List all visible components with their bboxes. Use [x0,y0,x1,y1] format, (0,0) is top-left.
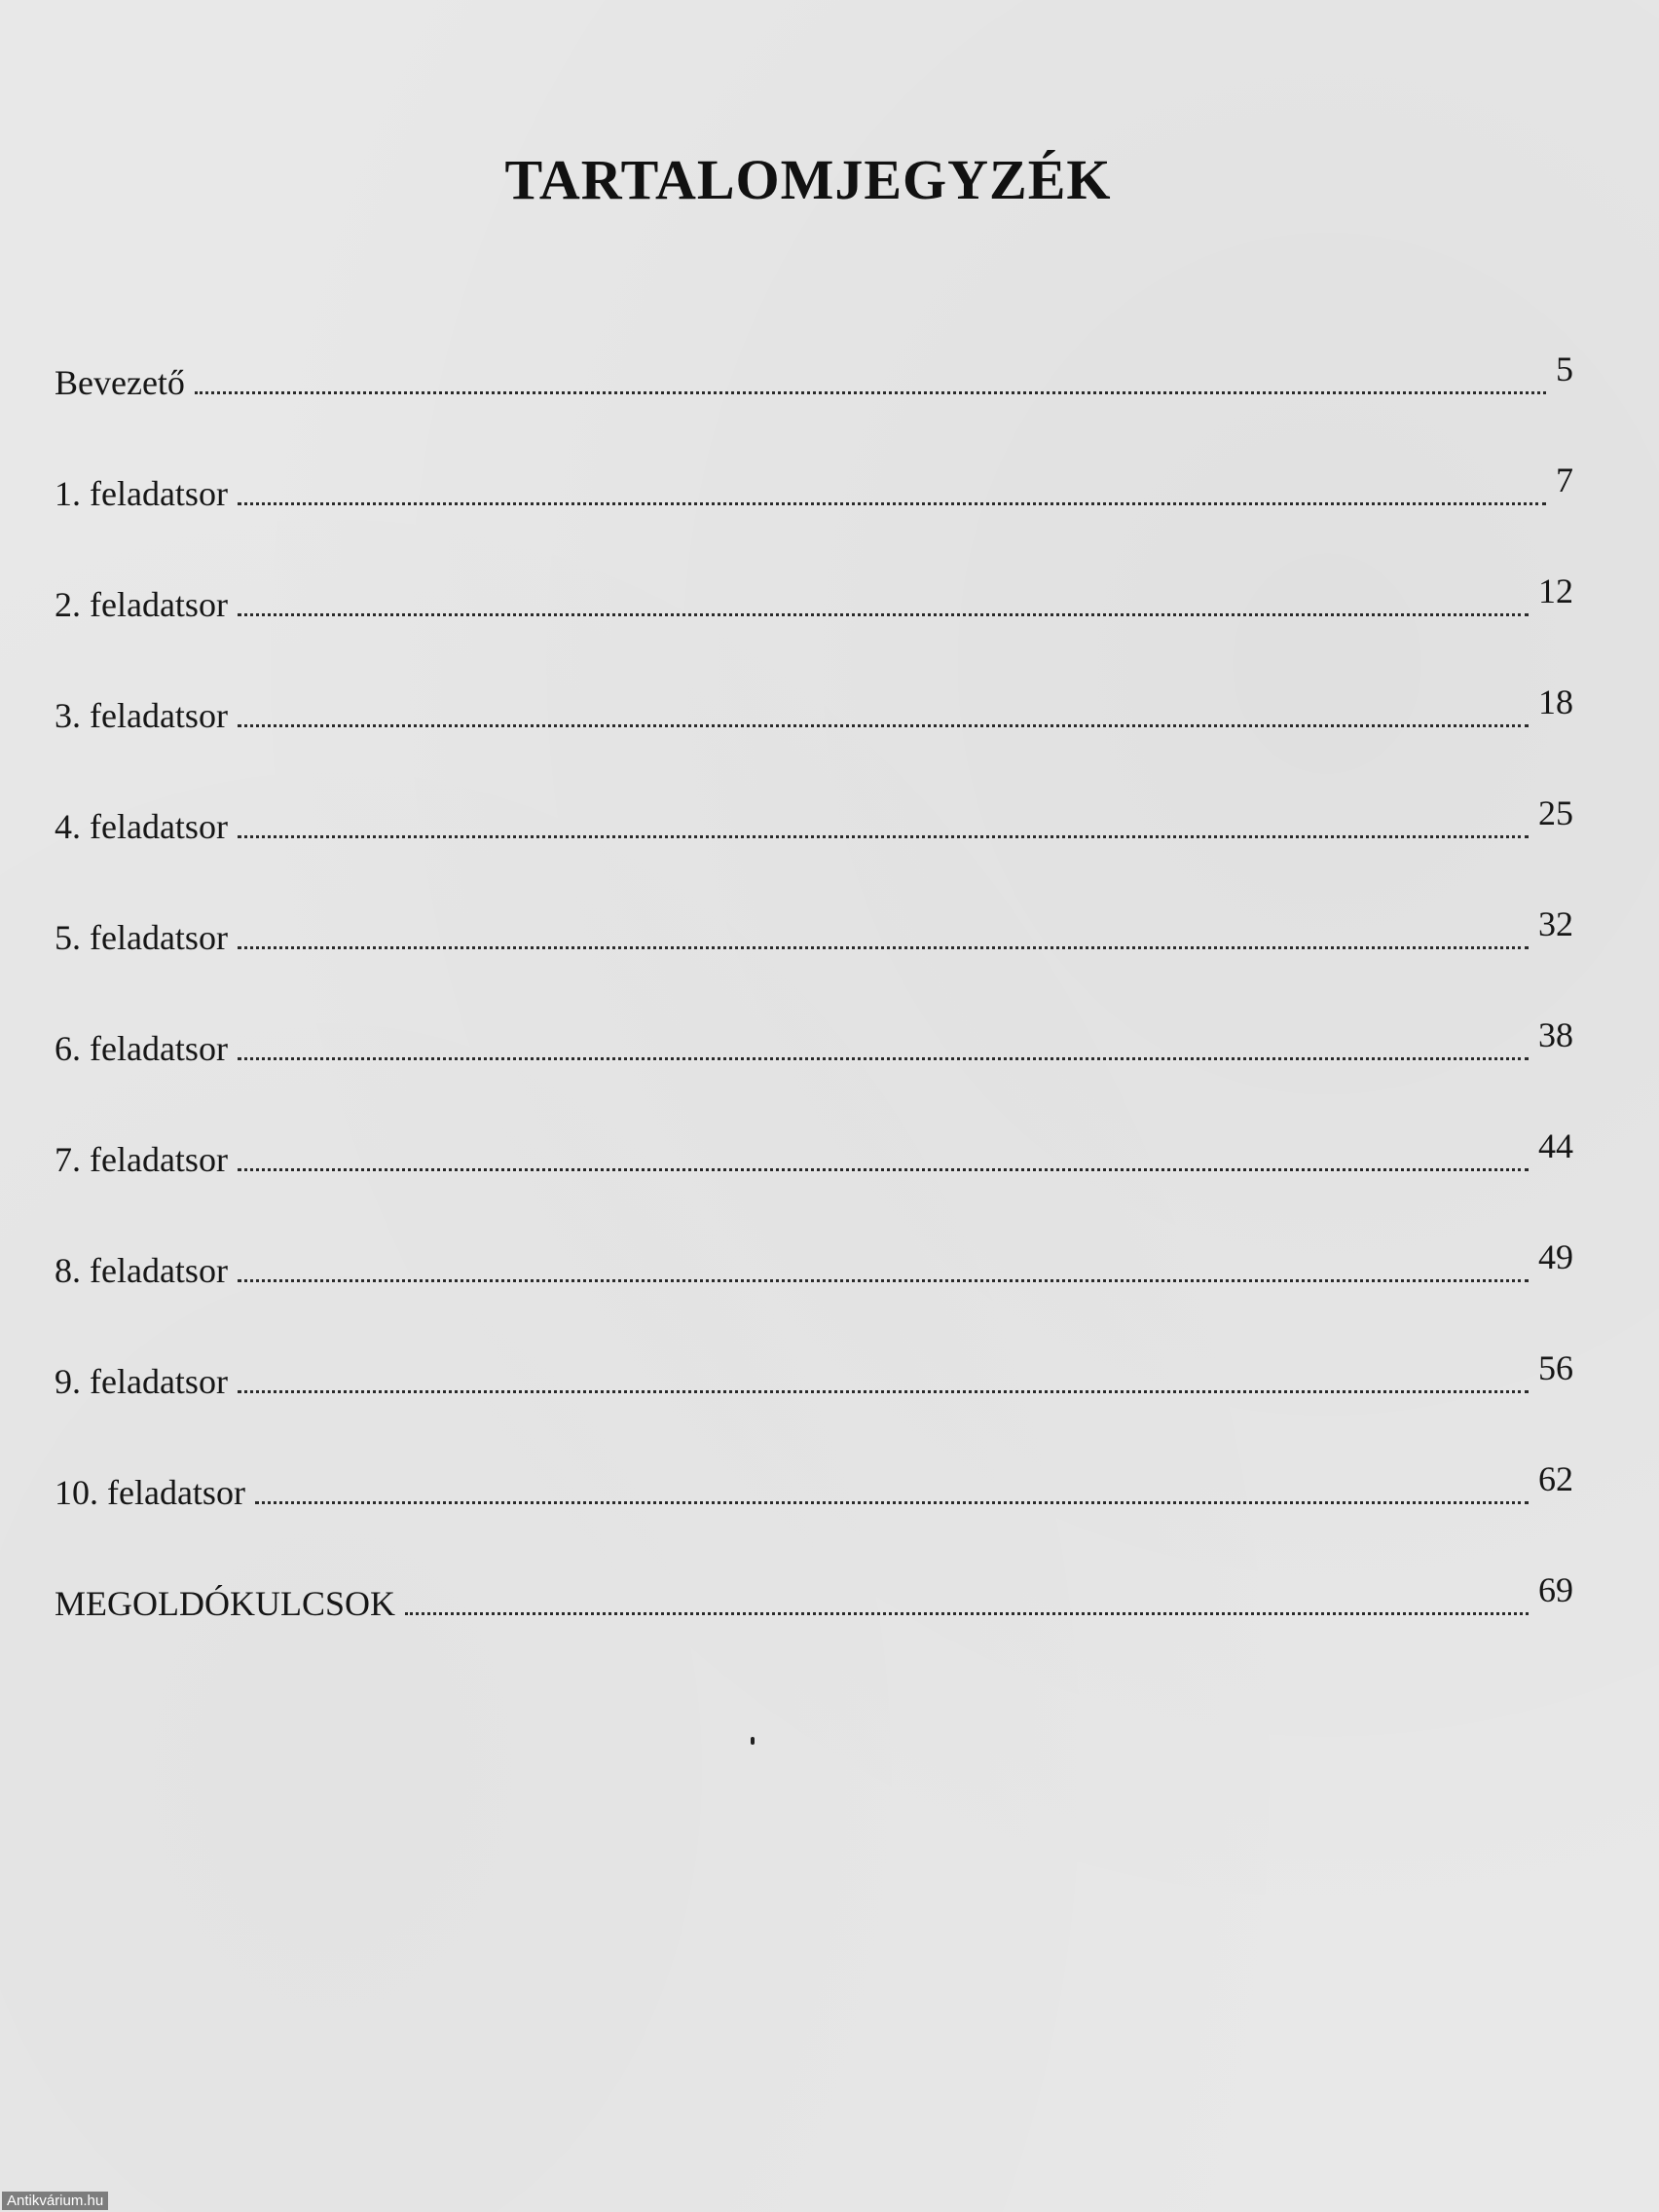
toc-entry-answer-keys [55,1513,1573,1624]
dot-leader [238,946,1529,949]
page-title: TARTALOMJEGYZÉK [504,147,1112,211]
dot-leader [195,391,1546,394]
toc-entry-page-number: 69 [1538,1570,1573,1609]
toc-entry-exercise-set-6 [55,958,1573,1069]
toc-entry-page-number: 56 [1538,1348,1573,1387]
toc-entry-exercise-set-10 [55,1402,1573,1513]
dot-leader [405,1612,1529,1615]
dot-leader [255,1501,1529,1504]
toc-entry-page-number: 5 [1556,350,1573,388]
toc-entry-label: 5. feladatsor [55,918,228,957]
toc-entry-exercise-set-3 [55,625,1573,736]
toc-entry-label: 3. feladatsor [55,696,228,735]
toc-entry-page-number: 49 [1538,1237,1573,1276]
toc-entry-label: 6. feladatsor [55,1029,228,1068]
toc-entry-page-number: 44 [1538,1126,1573,1165]
dot-leader [238,1168,1529,1171]
toc-entry-page-number: 32 [1538,904,1573,943]
dot-leader [238,502,1546,505]
toc-entry-page-number: 62 [1538,1459,1573,1498]
toc-entry-page-number: 12 [1538,571,1573,610]
dot-leader [238,1279,1529,1282]
toc-entry-label: 9. feladatsor [55,1362,228,1401]
toc-entry-exercise-set-8 [55,1180,1573,1291]
toc-entry-page-number: 25 [1538,793,1573,832]
watermark: Antikvárium.hu [2,2192,108,2210]
toc-entry-label: Bevezető [55,363,185,402]
toc-entry-exercise-set-1 [55,403,1573,514]
toc-entry-exercise-set-2 [55,514,1573,625]
toc-entry-exercise-set-4 [55,736,1573,847]
toc-entry-page-number: 18 [1538,682,1573,721]
dot-leader [238,1057,1529,1060]
dot-leader [238,835,1529,838]
dot-leader [238,613,1529,616]
toc-entry-label: 1. feladatsor [55,474,228,513]
toc-entry-exercise-set-5 [55,847,1573,958]
toc-entry-page-number: 7 [1556,461,1573,499]
toc-entry-exercise-set-9 [55,1291,1573,1402]
toc-entry-page-number: 38 [1538,1015,1573,1054]
toc-entry-exercise-set-7 [55,1069,1573,1180]
table-of-contents [55,292,1573,1624]
toc-entry-label: MEGOLDÓKULCSOK [55,1584,395,1623]
toc-entry-label: 10. feladatsor [55,1473,245,1512]
dot-leader [238,1390,1529,1393]
toc-entry-label: 8. feladatsor [55,1251,228,1290]
toc-entry-introduction [55,292,1573,403]
toc-entry-label: 4. feladatsor [55,807,228,846]
toc-entry-label: 7. feladatsor [55,1140,228,1179]
dot-leader [238,724,1529,727]
print-speck [751,1737,755,1745]
toc-entry-label: 2. feladatsor [55,585,228,624]
